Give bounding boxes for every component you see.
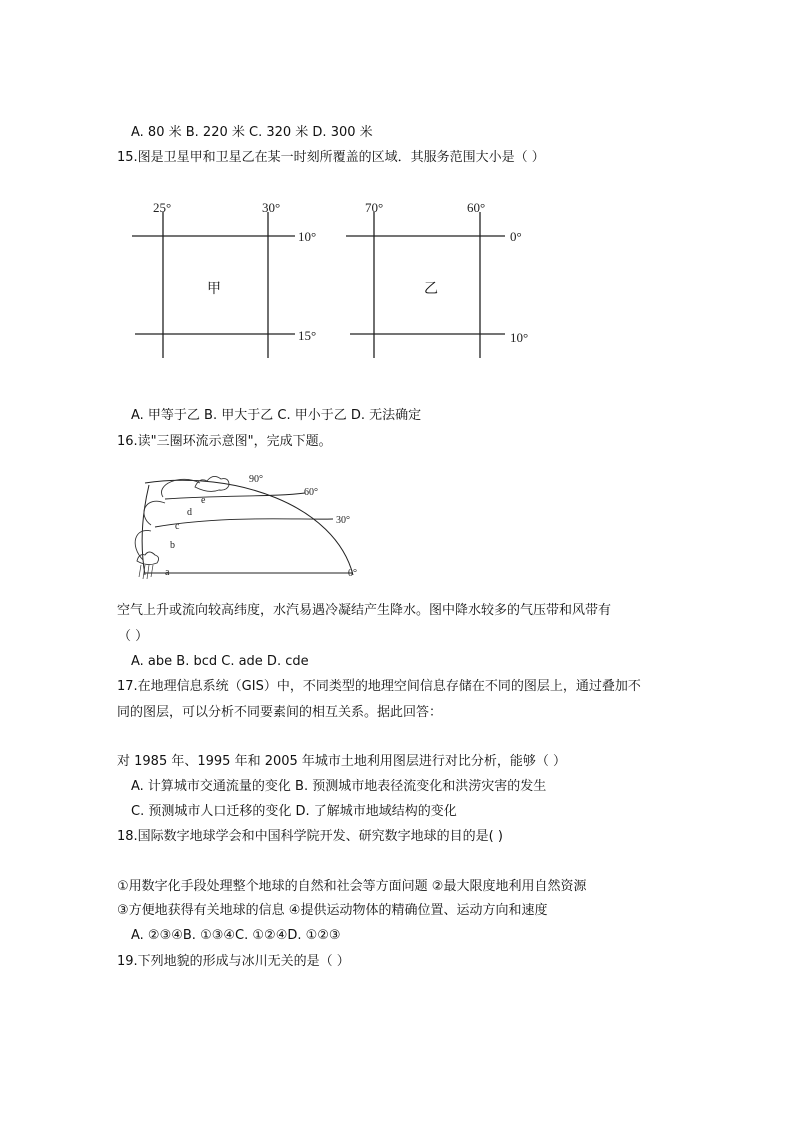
jia-lon-right: 30° [262,200,281,215]
yi-lon-left: 70° [365,200,384,215]
yi-lat-top: 0° [510,229,522,244]
q17-stem-line1: 17.在地理信息系统（GIS）中，不同类型的地理空间信息存储在不同的图层上，通过叠加不 [117,679,641,694]
jia-label: 甲 [207,281,221,297]
q18-line1: ①用数字化手段处理整个地球的自然和社会等方面问题 ②最大限度地利用自然资源 [117,879,587,894]
figure-jia [132,200,316,358]
q16-stem: 16.读"三圈环流示意图"，完成下题。 [117,434,332,449]
q16-paren: （ ） [118,629,149,644]
lat-0: 0° [348,568,357,579]
q17-options-ab: A. 计算城市交通流量的变化 B. 预测城市地表径流变化和洪涝灾害的发生 [131,779,547,794]
letter-a: a [165,567,170,578]
q19-stem: 19.下列地貌的形成与冰川无关的是（ ） [117,954,350,969]
q17-sub-question: 对 1985 年、1995 年和 2005 年城市土地利用图层进行对比分析，能够（ ） [117,754,567,769]
q18-stem: 18.国际数字地球学会和中国科学院开发、研究数字地球的目的是( ) [117,829,503,844]
q15-figure-satellite-coverage [0,190,794,420]
lat-30: 30° [336,515,350,526]
jia-lat-top: 10° [298,229,317,244]
q15-options: A. 甲等于乙 B. 甲大于乙 C. 甲小于乙 D. 无法确定 [131,408,422,423]
yi-label: 乙 [424,281,438,297]
jia-lat-bottom: 15° [298,328,317,343]
figure-yi [346,200,528,358]
q18-options: A. ②③④B. ①③④C. ①②④D. ①②③ [131,928,341,943]
q18-line2: ③方便地获得有关地球的信息 ④提供运动物体的精确位置、运动方向和速度 [117,903,548,918]
q16-text: 空气上升或流向较高纬度，水汽易遇冷凝结产生降水。图中降水较多的气压带和风带有 [117,603,612,618]
q16-figure-three-cell-circulation [125,465,365,595]
yi-lon-right: 60° [467,200,486,215]
lat-60: 60° [304,487,318,498]
letter-b: b [170,540,175,551]
letter-c: c [175,521,180,532]
q14-options: A. 80 米 B. 220 米 C. 320 米 D. 300 米 [131,125,373,140]
yi-lat-bottom: 10° [510,330,529,345]
q17-stem-line2: 同的图层，可以分析不同要素间的相互关系。据此回答： [117,705,443,720]
letter-d: d [187,507,192,518]
lat-90: 90° [249,474,263,485]
letter-e: e [201,495,206,506]
q17-options-cd: C. 预测城市人口迁移的变化 D. 了解城市地域结构的变化 [131,804,457,819]
jia-lon-left: 25° [153,200,172,215]
q15-stem: 15.图是卫星甲和卫星乙在某一时刻所覆盖的区域．其服务范围大小是（ ） [117,150,545,165]
q16-options: A. abe B. bcd C. ade D. cde [131,654,309,669]
